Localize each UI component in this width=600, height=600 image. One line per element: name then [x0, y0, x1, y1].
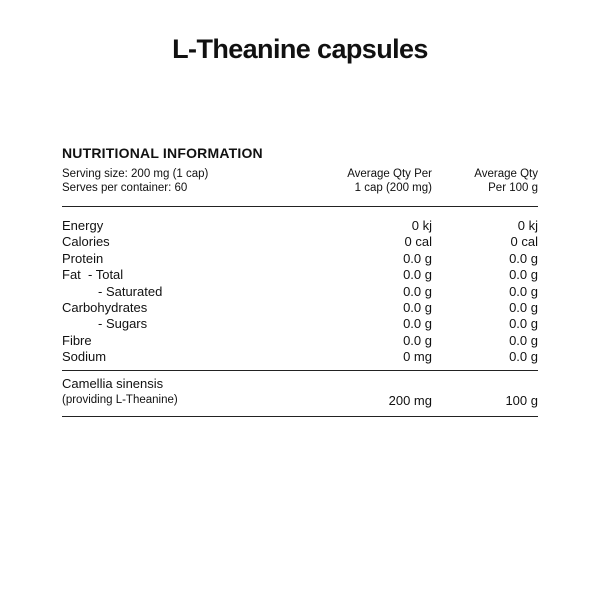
nutrient-row-sugars — [62, 316, 538, 332]
nutrient-row-sodium — [62, 349, 538, 365]
nutrient-row-protein — [62, 251, 538, 267]
nutrient-per-serve: 0.0 g — [403, 267, 432, 283]
col-header-per-100-line2: Per 100 g — [488, 181, 538, 194]
nutrient-label: Sodium — [62, 349, 107, 365]
nutrient-list — [62, 207, 538, 370]
nutrient-per-serve: 0 mg — [403, 349, 432, 365]
nutrient-per-100: 0.0 g — [509, 316, 538, 332]
nutrient-label: Fat - Total — [62, 267, 124, 283]
product-title: L-Theanine capsules — [172, 34, 428, 64]
serves-per-container: Serves per container: 60 — [62, 181, 188, 194]
nutrient-label: Energy — [62, 218, 104, 233]
serving-row-1 — [62, 168, 538, 182]
nutrient-per-100: 0.0 g — [509, 349, 538, 365]
nutrient-per-100: 0.0 g — [509, 283, 538, 299]
active-ingredient-per-100: 100 g — [505, 392, 538, 408]
active-ingredient-row-1 — [62, 375, 538, 392]
nutrient-row-calories — [62, 234, 538, 250]
col-header-per-serve-line2: 1 cap (200 mg) — [354, 181, 432, 194]
nutrition-panel — [62, 145, 538, 417]
panel-heading: NUTRITIONAL INFORMATION — [62, 145, 263, 161]
nutrient-per-100: 0.0 g — [509, 300, 538, 316]
col-header-per-100-line1: Average Qty — [474, 168, 538, 180]
nutrient-per-100: 0.0 g — [509, 250, 538, 266]
divider-bottom — [62, 416, 538, 417]
nutrient-per-serve: 0.0 g — [403, 316, 432, 332]
nutrient-label: - Saturated — [98, 283, 163, 299]
active-ingredient-row-2 — [62, 392, 538, 409]
nutrient-label: - Sugars — [98, 316, 148, 332]
nutrient-per-serve: 0.0 g — [403, 250, 432, 266]
nutrient-per-100: 0 cal — [510, 234, 538, 250]
active-ingredient-sublabel: (providing L-Theanine) — [62, 393, 178, 406]
nutrient-per-serve: 0.0 g — [403, 300, 432, 316]
col-header-per-serve-line1: Average Qty Per — [347, 168, 432, 180]
nutrient-per-serve: 0 cal — [404, 234, 432, 250]
nutrient-per-serve: 0.0 g — [403, 283, 432, 299]
nutrient-label: Calories — [62, 234, 110, 250]
nutrient-per-serve: 0 kj — [411, 218, 432, 233]
nutrient-row-saturated — [62, 284, 538, 300]
nutrient-label: Protein — [62, 250, 104, 266]
nutrient-per-serve: 0.0 g — [403, 332, 432, 348]
active-ingredient-per-serve: 200 mg — [388, 392, 432, 408]
nutrient-per-100: 0.0 g — [509, 332, 538, 348]
serving-row-2 — [62, 182, 538, 196]
nutrient-per-100: 0 kj — [517, 218, 538, 233]
nutrient-per-100: 0.0 g — [509, 267, 538, 283]
active-ingredient — [62, 371, 538, 416]
nutrient-row-carbohydrates — [62, 300, 538, 316]
nutrient-label: Carbohydrates — [62, 300, 148, 316]
nutrient-row-energy — [62, 218, 538, 234]
active-ingredient-label: Camellia sinensis — [62, 375, 164, 391]
nutrient-row-fibre — [62, 333, 538, 349]
nutrient-label: Fibre — [62, 332, 92, 348]
serving-size: Serving size: 200 mg (1 cap) — [62, 168, 209, 180]
nutrient-row-fat-total — [62, 267, 538, 283]
